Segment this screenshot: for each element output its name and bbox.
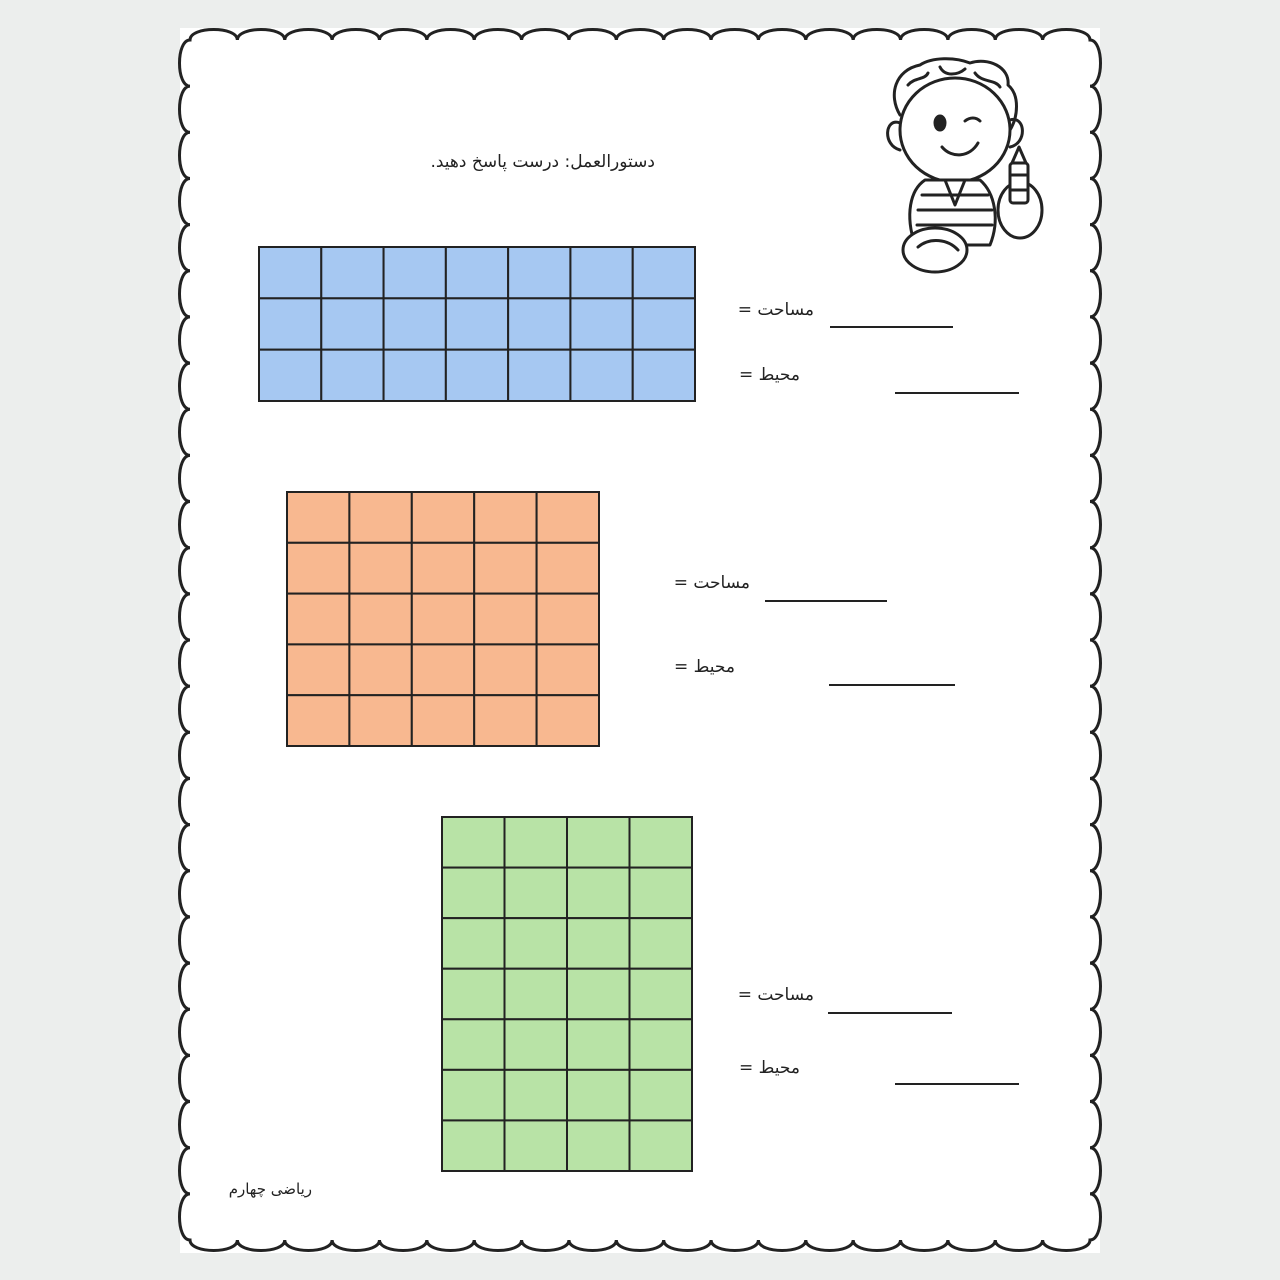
- grid-cell: [630, 1070, 693, 1121]
- boy-holding-crayon-icon: [870, 55, 1055, 280]
- grid-cell: [567, 969, 630, 1020]
- grid-cell: [442, 817, 505, 868]
- grid-cell: [505, 969, 568, 1020]
- grid-cell: [567, 918, 630, 969]
- grid-cell: [630, 817, 693, 868]
- grid-cell: [442, 1019, 505, 1070]
- grid-cell: [630, 1120, 693, 1171]
- grid-cell: [508, 350, 570, 401]
- grid-cell: [259, 247, 321, 298]
- grid-cell: [505, 918, 568, 969]
- grid-cell: [384, 247, 446, 298]
- grid-cell: [384, 350, 446, 401]
- perimeter-answer-line[interactable]: [895, 1083, 1019, 1085]
- instruction-text: دستورالعمل: درست پاسخ دهید.: [430, 152, 655, 172]
- orange-grid: [286, 491, 600, 747]
- grid-cell: [287, 594, 349, 645]
- perimeter-answer-line[interactable]: [895, 392, 1019, 394]
- grid-cell: [633, 247, 695, 298]
- grid-cell: [287, 492, 349, 543]
- grid-cell: [474, 492, 536, 543]
- grid-cell: [505, 1019, 568, 1070]
- grid-cell: [384, 298, 446, 349]
- perimeter-label: محیط =: [739, 365, 800, 385]
- grid-cell: [321, 350, 383, 401]
- grid-cell: [259, 298, 321, 349]
- grid-cell: [567, 1120, 630, 1171]
- grid-cell: [446, 247, 508, 298]
- grid-cell: [321, 298, 383, 349]
- perimeter-label: محیط =: [674, 657, 735, 677]
- grid-cell: [474, 644, 536, 695]
- grid-cell: [537, 594, 599, 645]
- perimeter-label: محیط =: [739, 1058, 800, 1078]
- grid-cell: [349, 695, 411, 746]
- grid-cell: [412, 543, 474, 594]
- area-label: مساحت =: [673, 573, 750, 593]
- area-answer-line[interactable]: [830, 326, 953, 328]
- area-answer-line[interactable]: [765, 600, 887, 602]
- grid-cell: [442, 1070, 505, 1121]
- grid-cell: [442, 918, 505, 969]
- grid-cell: [630, 969, 693, 1020]
- area-label: مساحت =: [737, 300, 814, 320]
- grid-cell: [505, 1120, 568, 1171]
- grid-cell: [412, 695, 474, 746]
- grid-cell: [474, 695, 536, 746]
- grid-cell: [505, 817, 568, 868]
- area-label: مساحت =: [737, 985, 814, 1005]
- grid-cell: [259, 350, 321, 401]
- grid-cell: [567, 817, 630, 868]
- grid-cell: [633, 298, 695, 349]
- grid-cell: [630, 1019, 693, 1070]
- grid-cell: [505, 1070, 568, 1121]
- grid-cell: [630, 868, 693, 919]
- grid-cell: [287, 695, 349, 746]
- grid-cell: [537, 695, 599, 746]
- grid-cell: [412, 492, 474, 543]
- grid-cell: [349, 543, 411, 594]
- grid-cell: [287, 543, 349, 594]
- grid-cell: [287, 644, 349, 695]
- grid-cell: [570, 350, 632, 401]
- grid-cell: [508, 298, 570, 349]
- perimeter-answer-line[interactable]: [829, 684, 955, 686]
- grid-cell: [349, 644, 411, 695]
- footer-text: ریاضی چهارم: [228, 1180, 312, 1198]
- grid-cell: [567, 868, 630, 919]
- grid-cell: [567, 1019, 630, 1070]
- grid-cell: [442, 969, 505, 1020]
- grid-cell: [412, 594, 474, 645]
- grid-cell: [630, 918, 693, 969]
- grid-cell: [442, 1120, 505, 1171]
- grid-cell: [349, 492, 411, 543]
- green-grid: [441, 816, 693, 1172]
- grid-cell: [321, 247, 383, 298]
- area-answer-line[interactable]: [828, 1012, 952, 1014]
- grid-cell: [349, 594, 411, 645]
- grid-cell: [537, 492, 599, 543]
- grid-cell: [412, 644, 474, 695]
- grid-cell: [446, 298, 508, 349]
- grid-cell: [474, 543, 536, 594]
- grid-cell: [570, 247, 632, 298]
- grid-cell: [446, 350, 508, 401]
- grid-cell: [508, 247, 570, 298]
- grid-cell: [474, 594, 536, 645]
- grid-cell: [537, 543, 599, 594]
- grid-cell: [442, 868, 505, 919]
- grid-cell: [570, 298, 632, 349]
- grid-cell: [505, 868, 568, 919]
- grid-cell: [537, 644, 599, 695]
- grid-cell: [567, 1070, 630, 1121]
- blue-grid: [258, 246, 696, 402]
- grid-cell: [633, 350, 695, 401]
